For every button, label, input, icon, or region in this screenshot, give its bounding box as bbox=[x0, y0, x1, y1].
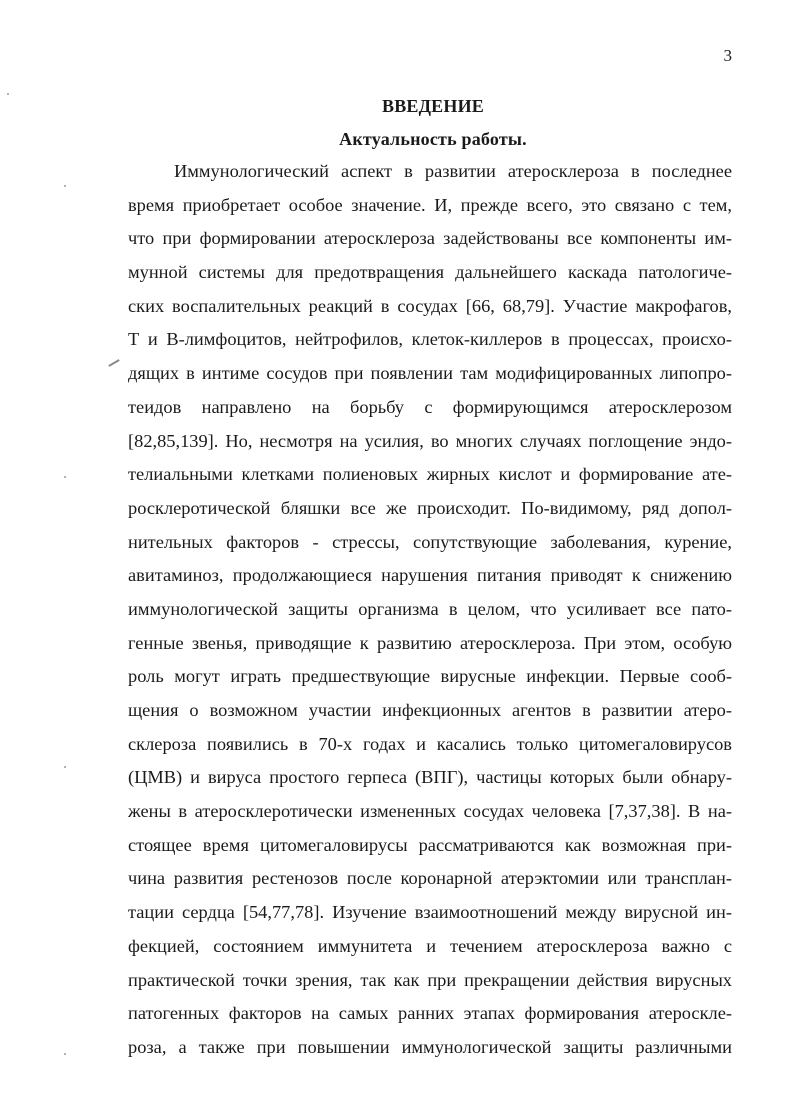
text-line: роль могут играть предшествующие вирусные инфекции. Первые сооб- bbox=[128, 666, 732, 687]
text-line: телиальными клетками полиеновых жирных кислот и формирование ате- bbox=[128, 464, 732, 485]
text-line: время приобретает особое значение. И, прежде всего, это связано с тем, bbox=[128, 194, 732, 215]
text-line: ских воспалительных реакций в сосудах [66, 68,79]. Участие макрофагов, bbox=[128, 295, 732, 316]
text-line: склероза появились в 70-х годах и касались только цитомегаловирусов bbox=[128, 733, 732, 754]
scan-speck bbox=[64, 476, 66, 478]
text-line: патогенных факторов на самых ранних этапах формирования атероскле- bbox=[128, 1003, 732, 1024]
text-line: Иммунологический аспект в развитии атеросклероза в последнее bbox=[174, 161, 732, 181]
scan-speck bbox=[7, 93, 9, 95]
text-line: Т и В-лимфоцитов, нейтрофилов, клеток-киллеров в процессах, происхо- bbox=[128, 329, 732, 350]
section-subtitle: Актуальность работы. bbox=[339, 129, 527, 149]
text-line: [82,85,139]. Но, несмотря на усилия, во многих случаях поглощение эндо- bbox=[128, 430, 732, 451]
scan-speck bbox=[64, 1053, 66, 1055]
text-line: роза, а также при повышении иммунологической защиты различными bbox=[128, 1036, 732, 1057]
text-line: практической точки зрения, так как при прекращении действия вирусных bbox=[128, 969, 732, 990]
scan-speck bbox=[64, 766, 66, 768]
text-line: чина развития рестенозов после коронарной атерэктомии или трансплан- bbox=[128, 868, 732, 889]
text-line: теидов направлено на борьбу с формирующимся атеросклерозом bbox=[128, 396, 732, 417]
text-line: фекцией, состоянием иммунитета и течением атеросклероза важно с bbox=[128, 935, 732, 956]
text-line: стоящее время цитомегаловирусы рассматриваются как возможная при- bbox=[128, 834, 732, 855]
page-number: 3 bbox=[723, 46, 732, 65]
margin-tick-mark bbox=[108, 359, 119, 367]
text-line: щения о возможном участии инфекционных агентов в развитии атеро- bbox=[128, 700, 732, 720]
text-line: жены в атеросклеротически измененных сосудах человека [7,37,38]. В на- bbox=[128, 801, 732, 822]
text-line: тации сердца [54,77,78]. Изучение взаимоотношений между вирусной ин- bbox=[128, 902, 732, 923]
section-title: ВВЕДЕНИЕ bbox=[381, 96, 484, 116]
text-line: генные звенья, приводящие к развитию атеросклероза. При этом, особую bbox=[128, 632, 732, 653]
scan-speck bbox=[64, 185, 66, 187]
text-line: росклеротической бляшки все же происходит. По-видимому, ряд допол- bbox=[128, 497, 732, 518]
text-line: дящих в интиме сосудов при появлении там модифицированных липопро- bbox=[128, 363, 732, 384]
text-line: нительных факторов - стрессы, сопутствующие заболевания, курение, bbox=[128, 531, 732, 552]
text-line: что при формировании атеросклероза задействованы все компоненты им- bbox=[128, 228, 732, 249]
body-paragraph bbox=[128, 155, 732, 1065]
text-line: мунной системы для предотвращения дальнейшего каскада патологиче- bbox=[128, 262, 732, 283]
text-line: (ЦМВ) и вируса простого герпеса (ВПГ), частицы которых были обнару- bbox=[128, 767, 732, 788]
text-line: иммунологической защиты организма в целом, что усиливает все пато- bbox=[128, 598, 732, 619]
text-line: авитаминоз, продолжающиеся нарушения питания приводят к снижению bbox=[128, 565, 732, 586]
